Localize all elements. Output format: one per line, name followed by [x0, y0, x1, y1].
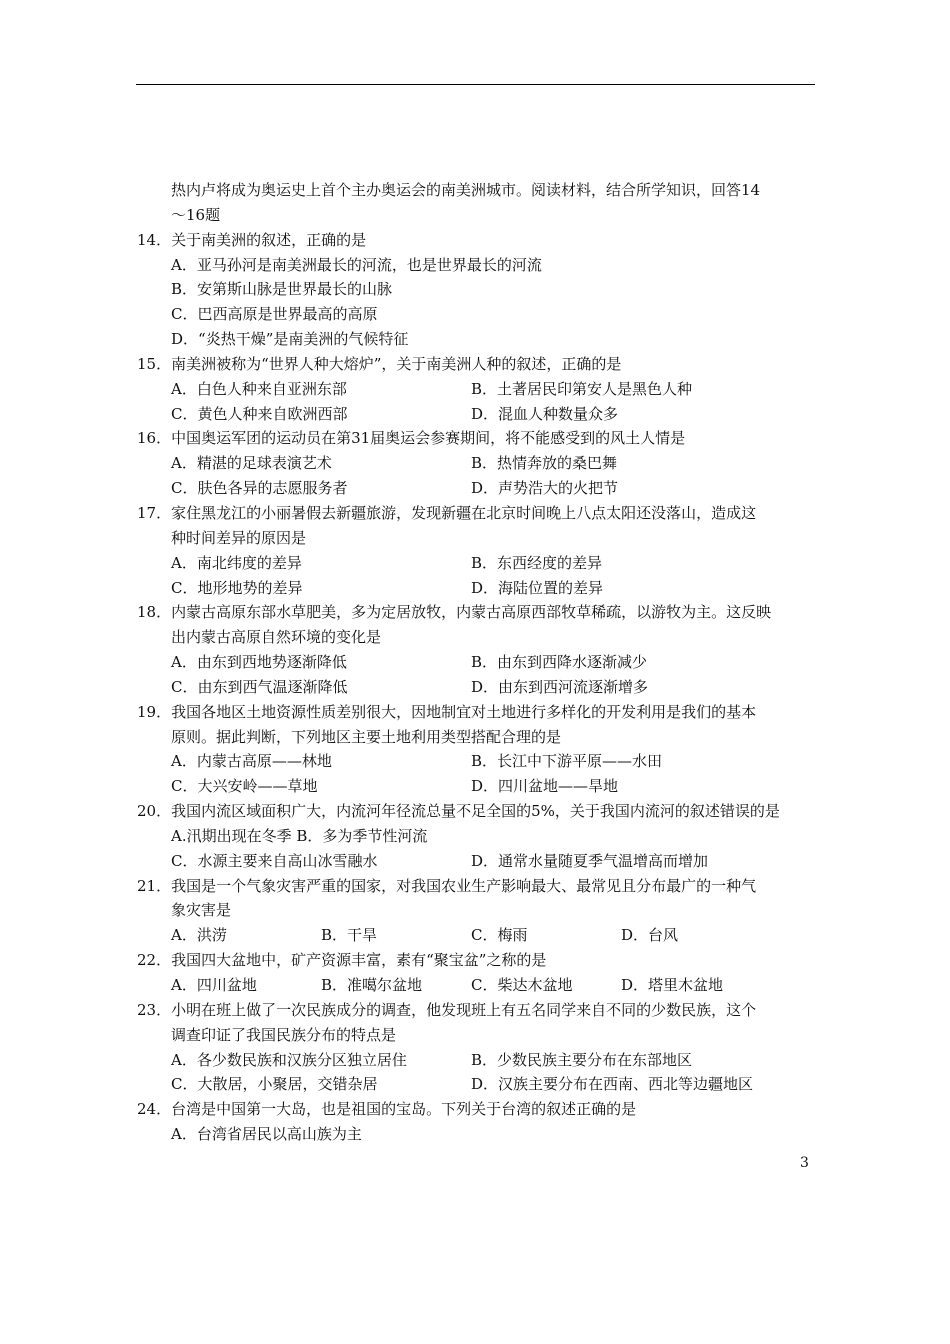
option-row — [137, 973, 817, 998]
question-stem: 19．我国各地区土地资源性质差别很大，因地制宜对土地进行多样化的开发利用是我们的基本 — [137, 702, 757, 721]
option-row — [137, 1122, 817, 1147]
answer-option: C．大散居，小聚居，交错杂居 — [171, 1075, 378, 1094]
option-row — [137, 277, 817, 302]
answer-option: D．声势浩大的火把节 — [471, 479, 619, 498]
answer-option: D．汉族主要分布在西南、西北等边疆地区 — [471, 1075, 754, 1094]
answer-option: B．安第斯山脉是世界最长的山脉 — [171, 280, 393, 299]
option-row — [137, 327, 817, 352]
answer-option: C．水源主要来自高山冰雪融水 — [171, 851, 378, 870]
intro-line: 热内卢将成为奥运史上首个主办奥运会的南美洲城市。阅读材料，结合所学知识，回答14 — [171, 181, 761, 199]
answer-option: A．台湾省居民以高山族为主 — [171, 1125, 362, 1144]
option-row — [137, 675, 817, 700]
option-row — [137, 551, 817, 576]
option-row — [137, 476, 817, 501]
answer-option: A．亚马孙河是南美洲最长的河流，也是世界最长的河流 — [171, 255, 542, 274]
answer-option: B．少数民族主要分布在东部地区 — [471, 1050, 693, 1069]
question-stem: 14．关于南美洲的叙述，正确的是 — [137, 230, 367, 249]
answer-option: A．由东到西地势逐渐降低 — [171, 653, 347, 672]
question-stem: 原则。据此判断，下列地区主要土地利用类型搭配合理的是 — [171, 727, 562, 746]
answer-option: D．通常水量随夏季气温增高而增加 — [471, 851, 709, 870]
answer-option: A．南北纬度的差异 — [171, 553, 302, 572]
question-stem: 24．台湾是中国第一大岛，也是祖国的宝岛。下列关于台湾的叙述正确的是 — [137, 1100, 637, 1119]
option-row — [137, 377, 817, 402]
answer-option: B．由东到西降水逐渐减少 — [471, 653, 648, 672]
question-stem: 16．中国奥运军团的运动员在第31届奥运会参赛期间，将不能感受到的风土人情是 — [137, 429, 686, 448]
question-stem: 17．家住黑龙江的小丽暑假去新疆旅游，发现新疆在北京时间晚上八点太阳还没落山，造成这 — [137, 503, 757, 522]
answer-option: A.汛期出现在冬季 B．多为季节性河流 — [171, 826, 428, 845]
question-stem: 种时间差异的原因是 — [171, 528, 307, 547]
answer-option: A．精湛的足球表演艺术 — [171, 454, 332, 473]
option-row — [137, 576, 817, 601]
option-row — [137, 749, 817, 774]
answer-option: C．地形地势的差异 — [171, 578, 303, 597]
answer-option: C．肤色各异的志愿服务者 — [171, 479, 348, 498]
question-stem: 调查印证了我国民族分布的特点是 — [171, 1025, 397, 1044]
answer-option: C．梅雨 — [471, 926, 528, 945]
option-row — [137, 402, 817, 427]
option-row — [137, 849, 817, 874]
option-row — [137, 824, 817, 849]
answer-option: D．台风 — [621, 926, 679, 945]
question-stem: 23．小明在班上做了一次民族成分的调查，他发现班上有五名同学来自不同的少数民族，这个 — [137, 1000, 757, 1019]
answer-option: C．巴西高原是世界最高的高原 — [171, 305, 378, 324]
answer-option: C．黄色人种来自欧洲西部 — [171, 404, 348, 423]
question-stem: 18．内蒙古高原东部水草肥美，多为定居放牧，内蒙古高原西部牧草稀疏，以游牧为主。这反映 — [137, 603, 772, 622]
answer-option: D．海陆位置的差异 — [471, 578, 604, 597]
question-stem: 出内蒙古高原自然环境的变化是 — [171, 628, 382, 647]
answer-option: A．内蒙古高原——林地 — [171, 752, 332, 771]
option-row — [137, 923, 817, 948]
answer-option: C．大兴安岭——草地 — [171, 777, 318, 796]
option-row — [137, 650, 817, 675]
answer-option: A．各少数民族和汉族分区独立居住 — [171, 1050, 407, 1069]
answer-option: D．“炎热干燥”是南美洲的气候特征 — [171, 330, 409, 349]
header-rule — [136, 84, 815, 85]
option-row — [137, 302, 817, 327]
answer-option: A．白色人种来自亚洲东部 — [171, 379, 347, 398]
answer-option: A．洪涝 — [171, 926, 227, 945]
question-stem: 20．我国内流区域面积广大，内流河年径流总量不足全国的5%，关于我国内流河的叙述错误的是 — [137, 802, 780, 821]
question-content — [137, 178, 817, 1147]
answer-option: D．塔里木盆地 — [621, 976, 724, 994]
answer-option: B．长江中下游平原——水田 — [471, 752, 663, 771]
answer-option: C．柴达木盆地 — [471, 976, 573, 994]
question-stem: 象灾害是 — [171, 901, 232, 920]
answer-option: B．准噶尔盆地 — [321, 976, 423, 994]
answer-option: B．东西经度的差异 — [471, 553, 603, 572]
option-row — [137, 774, 817, 799]
answer-option: D．由东到西河流逐渐增多 — [471, 677, 649, 696]
question-stem: 21．我国是一个气象灾害严重的国家，对我国农业生产影响最大、最常见且分布最广的一种气 — [137, 876, 757, 895]
answer-option: A．四川盆地 — [171, 976, 257, 994]
question-stem: 22．我国四大盆地中，矿产资源丰富，素有“聚宝盆”之称的是 — [137, 951, 547, 970]
question-stem: 15．南美洲被称为“世界人种大熔炉”，关于南美洲人种的叙述，正确的是 — [137, 354, 622, 373]
answer-option: C．由东到西气温逐渐降低 — [171, 677, 348, 696]
intro-line: ～16题 — [171, 205, 221, 224]
option-row — [137, 253, 817, 278]
option-row — [137, 1048, 817, 1073]
option-row — [137, 451, 817, 476]
answer-option: D．混血人种数量众多 — [471, 404, 619, 423]
answer-option: B．热情奔放的桑巴舞 — [471, 454, 618, 473]
page-number: 3 — [800, 1155, 809, 1171]
answer-option: B．干旱 — [321, 926, 378, 945]
answer-option: B．土著居民印第安人是黑色人种 — [471, 379, 693, 398]
option-row — [137, 1072, 817, 1097]
answer-option: D．四川盆地——旱地 — [471, 777, 619, 796]
